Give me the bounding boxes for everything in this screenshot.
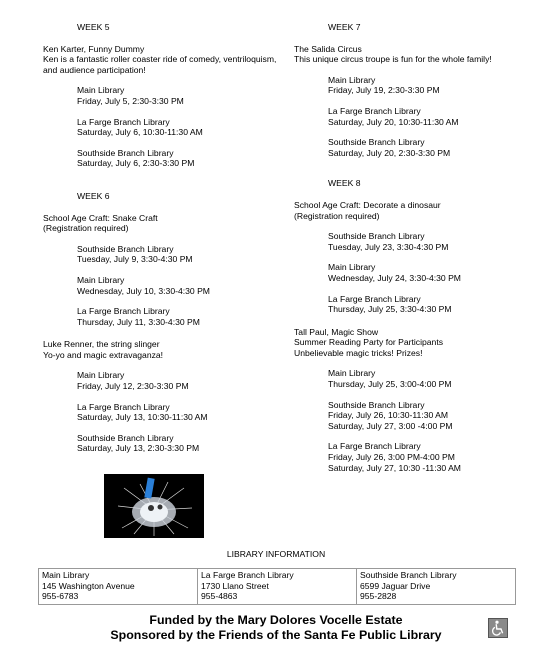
branch-cell: [39, 569, 198, 605]
event-description: (Registration required): [294, 210, 380, 221]
library-info-table: [38, 568, 516, 605]
session-location: Southside Branch Library: [328, 399, 425, 410]
funding-footer: [0, 613, 552, 643]
wheelchair-icon-graphic: [489, 619, 507, 637]
session: [77, 117, 283, 138]
session-time: Friday, July 5, 2:30-3:30 PM: [77, 95, 184, 106]
session: [328, 231, 534, 252]
event-title: Ken Karter, Funny Dummy: [43, 43, 145, 54]
session-time: Saturday, July 20, 2:30-3:30 PM: [328, 147, 451, 158]
event-description: This unique circus troupe is fun for the whole family!: [294, 54, 492, 65]
session-location: Southside Branch Library: [77, 147, 174, 158]
session-location: La Farge Branch Library: [77, 116, 170, 127]
event-description: Yo-yo and magic extravaganza!: [43, 349, 164, 360]
wheelchair-accessibility-icon: [488, 618, 508, 638]
event-snake-craft: [43, 213, 283, 328]
session: [328, 400, 534, 432]
session-location: La Farge Branch Library: [328, 441, 421, 452]
branch-phone: 955-6783: [42, 591, 79, 602]
event-title: The Salida Circus: [294, 43, 362, 54]
session-time: Saturday, July 20, 10:30-11:30 AM: [328, 116, 459, 127]
session: [77, 244, 283, 265]
session-time: Tuesday, July 23, 3:30-4:30 PM: [328, 241, 449, 252]
session-time: Friday, July 19, 2:30-3:30 PM: [328, 85, 440, 96]
branch-address: 6599 Jaguar Drive: [360, 580, 431, 591]
left-column: [43, 22, 283, 466]
session: [328, 106, 534, 127]
branch-name: La Farge Branch Library: [201, 570, 294, 580]
session-location: Main Library: [328, 74, 376, 85]
event-tall-paul: [294, 327, 534, 474]
event-title: Luke Renner, the string slinger: [43, 339, 160, 350]
photo-graphic: [104, 474, 204, 538]
week-8-heading: WEEK 8: [328, 178, 361, 189]
week-5-heading: WEEK 5: [77, 22, 110, 32]
session: [77, 433, 283, 454]
session-time: Thursday, July 25, 3:00-4:00 PM: [328, 379, 452, 390]
session-time: Friday, July 26, 10:30-11:30 AM: [328, 410, 449, 421]
event-title: Tall Paul, Magic Show: [294, 326, 379, 337]
session-time: Wednesday, July 10, 3:30-4:30 PM: [77, 285, 210, 296]
session-time: Saturday, July 13, 10:30-11:30 AM: [77, 412, 208, 423]
branch-cell: [357, 569, 516, 605]
right-column: [294, 22, 534, 485]
session-location: Main Library: [77, 85, 125, 96]
session-location: Main Library: [328, 262, 376, 273]
branch-address: 145 Washington Avenue: [42, 580, 135, 591]
event-dinosaur-craft: [294, 200, 534, 315]
session: [328, 294, 534, 315]
branch-name: Main Library: [42, 570, 90, 580]
session-time: Saturday, July 13, 2:30-3:30 PM: [77, 443, 200, 454]
week-7-heading: WEEK 7: [328, 22, 361, 32]
session: [328, 441, 534, 473]
session-time: Friday, July 12, 2:30-3:30 PM: [77, 381, 189, 392]
event-salida-circus: [294, 44, 534, 159]
session-location: Southside Branch Library: [328, 231, 425, 242]
session-time: Thursday, July 11, 3:30-4:30 PM: [77, 316, 200, 327]
branch-name: Southside Branch Library: [360, 570, 457, 580]
event-description: (Registration required): [43, 223, 129, 234]
session-time: Thursday, July 25, 3:30-4:30 PM: [328, 304, 452, 315]
branch-cell: [198, 569, 357, 605]
session-location: La Farge Branch Library: [328, 293, 421, 304]
session-time-2: Saturday, July 27, 10:30 -11:30 AM: [328, 462, 461, 473]
sparkling-performer-photo: [104, 474, 204, 538]
session-time: Friday, July 26, 3:00 PM-4:00 PM: [328, 452, 455, 463]
session: [77, 402, 283, 423]
event-description: Ken is a fantastic roller coaster ride of comedy, ventriloquism, and audience participation!: [43, 54, 277, 75]
sponsored-line: Sponsored by the Friends of the Santa Fe Public Library: [110, 628, 442, 642]
session-location: Southside Branch Library: [328, 137, 425, 148]
event-description: Unbelievable magic tricks! Prizes!: [294, 347, 423, 358]
session: [77, 306, 283, 327]
session: [328, 137, 534, 158]
event-title: School Age Craft: Snake Craft: [43, 212, 158, 223]
session: [328, 368, 534, 389]
session: [328, 75, 534, 96]
branch-phone: 955-2828: [360, 591, 397, 602]
session-location: La Farge Branch Library: [328, 105, 421, 116]
session: [77, 275, 283, 296]
library-info-heading: LIBRARY INFORMATION: [226, 549, 326, 559]
session-location: La Farge Branch Library: [77, 401, 170, 412]
session-location: Main Library: [77, 274, 125, 285]
funded-line: Funded by the Mary Dolores Vocelle Estate: [149, 613, 403, 627]
table-row: [39, 569, 516, 605]
session: [77, 370, 283, 391]
event-title: School Age Craft: Decorate a dinosaur: [294, 199, 441, 210]
session: [77, 148, 283, 169]
event-subtitle: Summer Reading Party for Participants: [294, 337, 444, 348]
session-location: Southside Branch Library: [77, 432, 174, 443]
session: [328, 262, 534, 283]
session-location: Main Library: [328, 368, 376, 379]
session-time: Saturday, July 6, 2:30-3:30 PM: [77, 158, 195, 169]
session-location: Main Library: [77, 370, 125, 381]
session-time: Tuesday, July 9, 3:30-4:30 PM: [77, 254, 193, 265]
session-time: Wednesday, July 24, 3:30-4:30 PM: [328, 272, 461, 283]
branch-phone: 955-4863: [201, 591, 238, 602]
event-luke-renner: [43, 339, 283, 454]
session-location: Southside Branch Library: [77, 243, 174, 254]
branch-address: 1730 Llano Street: [201, 580, 269, 591]
event-ken-karter: [43, 44, 283, 169]
session-location: La Farge Branch Library: [77, 306, 170, 317]
session: [77, 85, 283, 106]
session-time: Saturday, July 6, 10:30-11:30 AM: [77, 127, 203, 138]
session-time-2: Saturday, July 27, 3:00 -4:00 PM: [328, 420, 453, 431]
week-6-heading: WEEK 6: [77, 190, 110, 201]
